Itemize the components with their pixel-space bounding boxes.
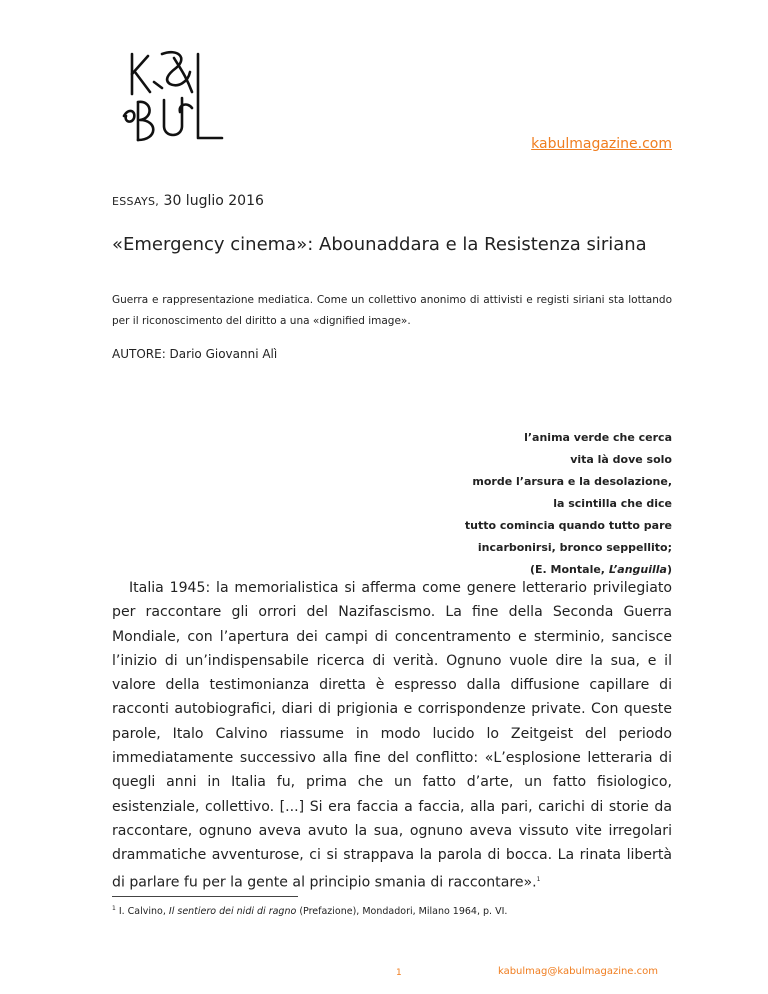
body-paragraph xyxy=(112,576,672,895)
epigraph-line: l’anima verde che cerca xyxy=(524,431,672,444)
article-date: 30 luglio 2016 xyxy=(159,193,264,209)
page-number: 1 xyxy=(396,968,402,978)
kabul-monogram-logo xyxy=(118,42,230,152)
author-line: AUTORE: Dario Giovanni Alì xyxy=(112,347,278,361)
footnote-divider xyxy=(112,896,298,897)
footnote-rest: (Prefazione), Mondadori, Milano 1964, p. VI. xyxy=(296,906,508,918)
epigraph-line: incarbonirsi, bronco seppellito; xyxy=(477,541,672,554)
kabul-magazine-logo xyxy=(118,42,230,152)
epigraph-line: la scintilla che dice xyxy=(553,497,672,510)
epigraph xyxy=(352,427,672,581)
epigraph-line: vita là dove solo xyxy=(570,453,672,466)
footnote-work: Il sentiero dei nidi di ragno xyxy=(168,906,297,918)
footer-email[interactable]: kabulmag@kabulmagazine.com xyxy=(497,966,658,977)
epigraph-attribution xyxy=(530,563,672,576)
article-subtitle: Guerra e rappresentazione mediatica. Come un collettivo anonimo di attivisti e registi siriani sta lottando per il riconoscimento del diritto a una «dignified image». xyxy=(112,294,672,327)
body-text: Italia 1945: la memorialistica si afferma come genere letterario privilegiato per raccontare gli orrori del Nazifascismo. La fine della Seconda Guerra Mondiale, con l’apertura dei campi di concentramento e sterminio, sancisce l’inizio di un’indispensabile ricerca di verità. Ognuno vuole dire la sua, e il valore della testimonianza diretta è espresso dalla diffusione capillare di racconti autobiografici, diari di prigionia e corrispondenze private. Con queste parole, Italo Calvino riassume in modo lucido lo Zeitgeist del periodo immediatamente successivo alla fine del conflitto: «L’esplosione letteraria di quegli anni in Italia fu, prima che un fatto d’arte, un fatto fisiologico, esistenziale, collettivo. [...] Si era faccia a faccia, alla pari, carichi di storie da raccontare, ognuno aveva avuto la sua, ognuno aveva vissuto vite irregolari drammatiche avventurose, ci si strappava la parola di bocca. La rinata libertà di parlare fu per la gente al principio smania di raccontare». xyxy=(112,580,672,891)
site-link[interactable]: kabulmagazine.com xyxy=(531,136,672,152)
footnote xyxy=(112,905,507,917)
epigraph-line: morde l’arsura e la desolazione, xyxy=(472,475,672,488)
footnote-author: I. Calvino, xyxy=(118,906,169,918)
article-title: «Emergency cinema»: Abounaddara e la Resistenza siriana xyxy=(112,234,647,255)
footnote-number: 1 xyxy=(112,905,116,912)
epigraph-line: tutto comincia quando tutto pare xyxy=(464,519,672,532)
article-meta xyxy=(112,193,264,209)
attribution-work: L’anguilla xyxy=(608,563,667,576)
attribution-prefix: (E. Montale, xyxy=(530,563,609,576)
article-category[interactable]: ESSAYS, xyxy=(112,195,160,208)
attribution-suffix: ) xyxy=(666,563,672,576)
footnote-reference[interactable]: 1 xyxy=(536,875,541,883)
